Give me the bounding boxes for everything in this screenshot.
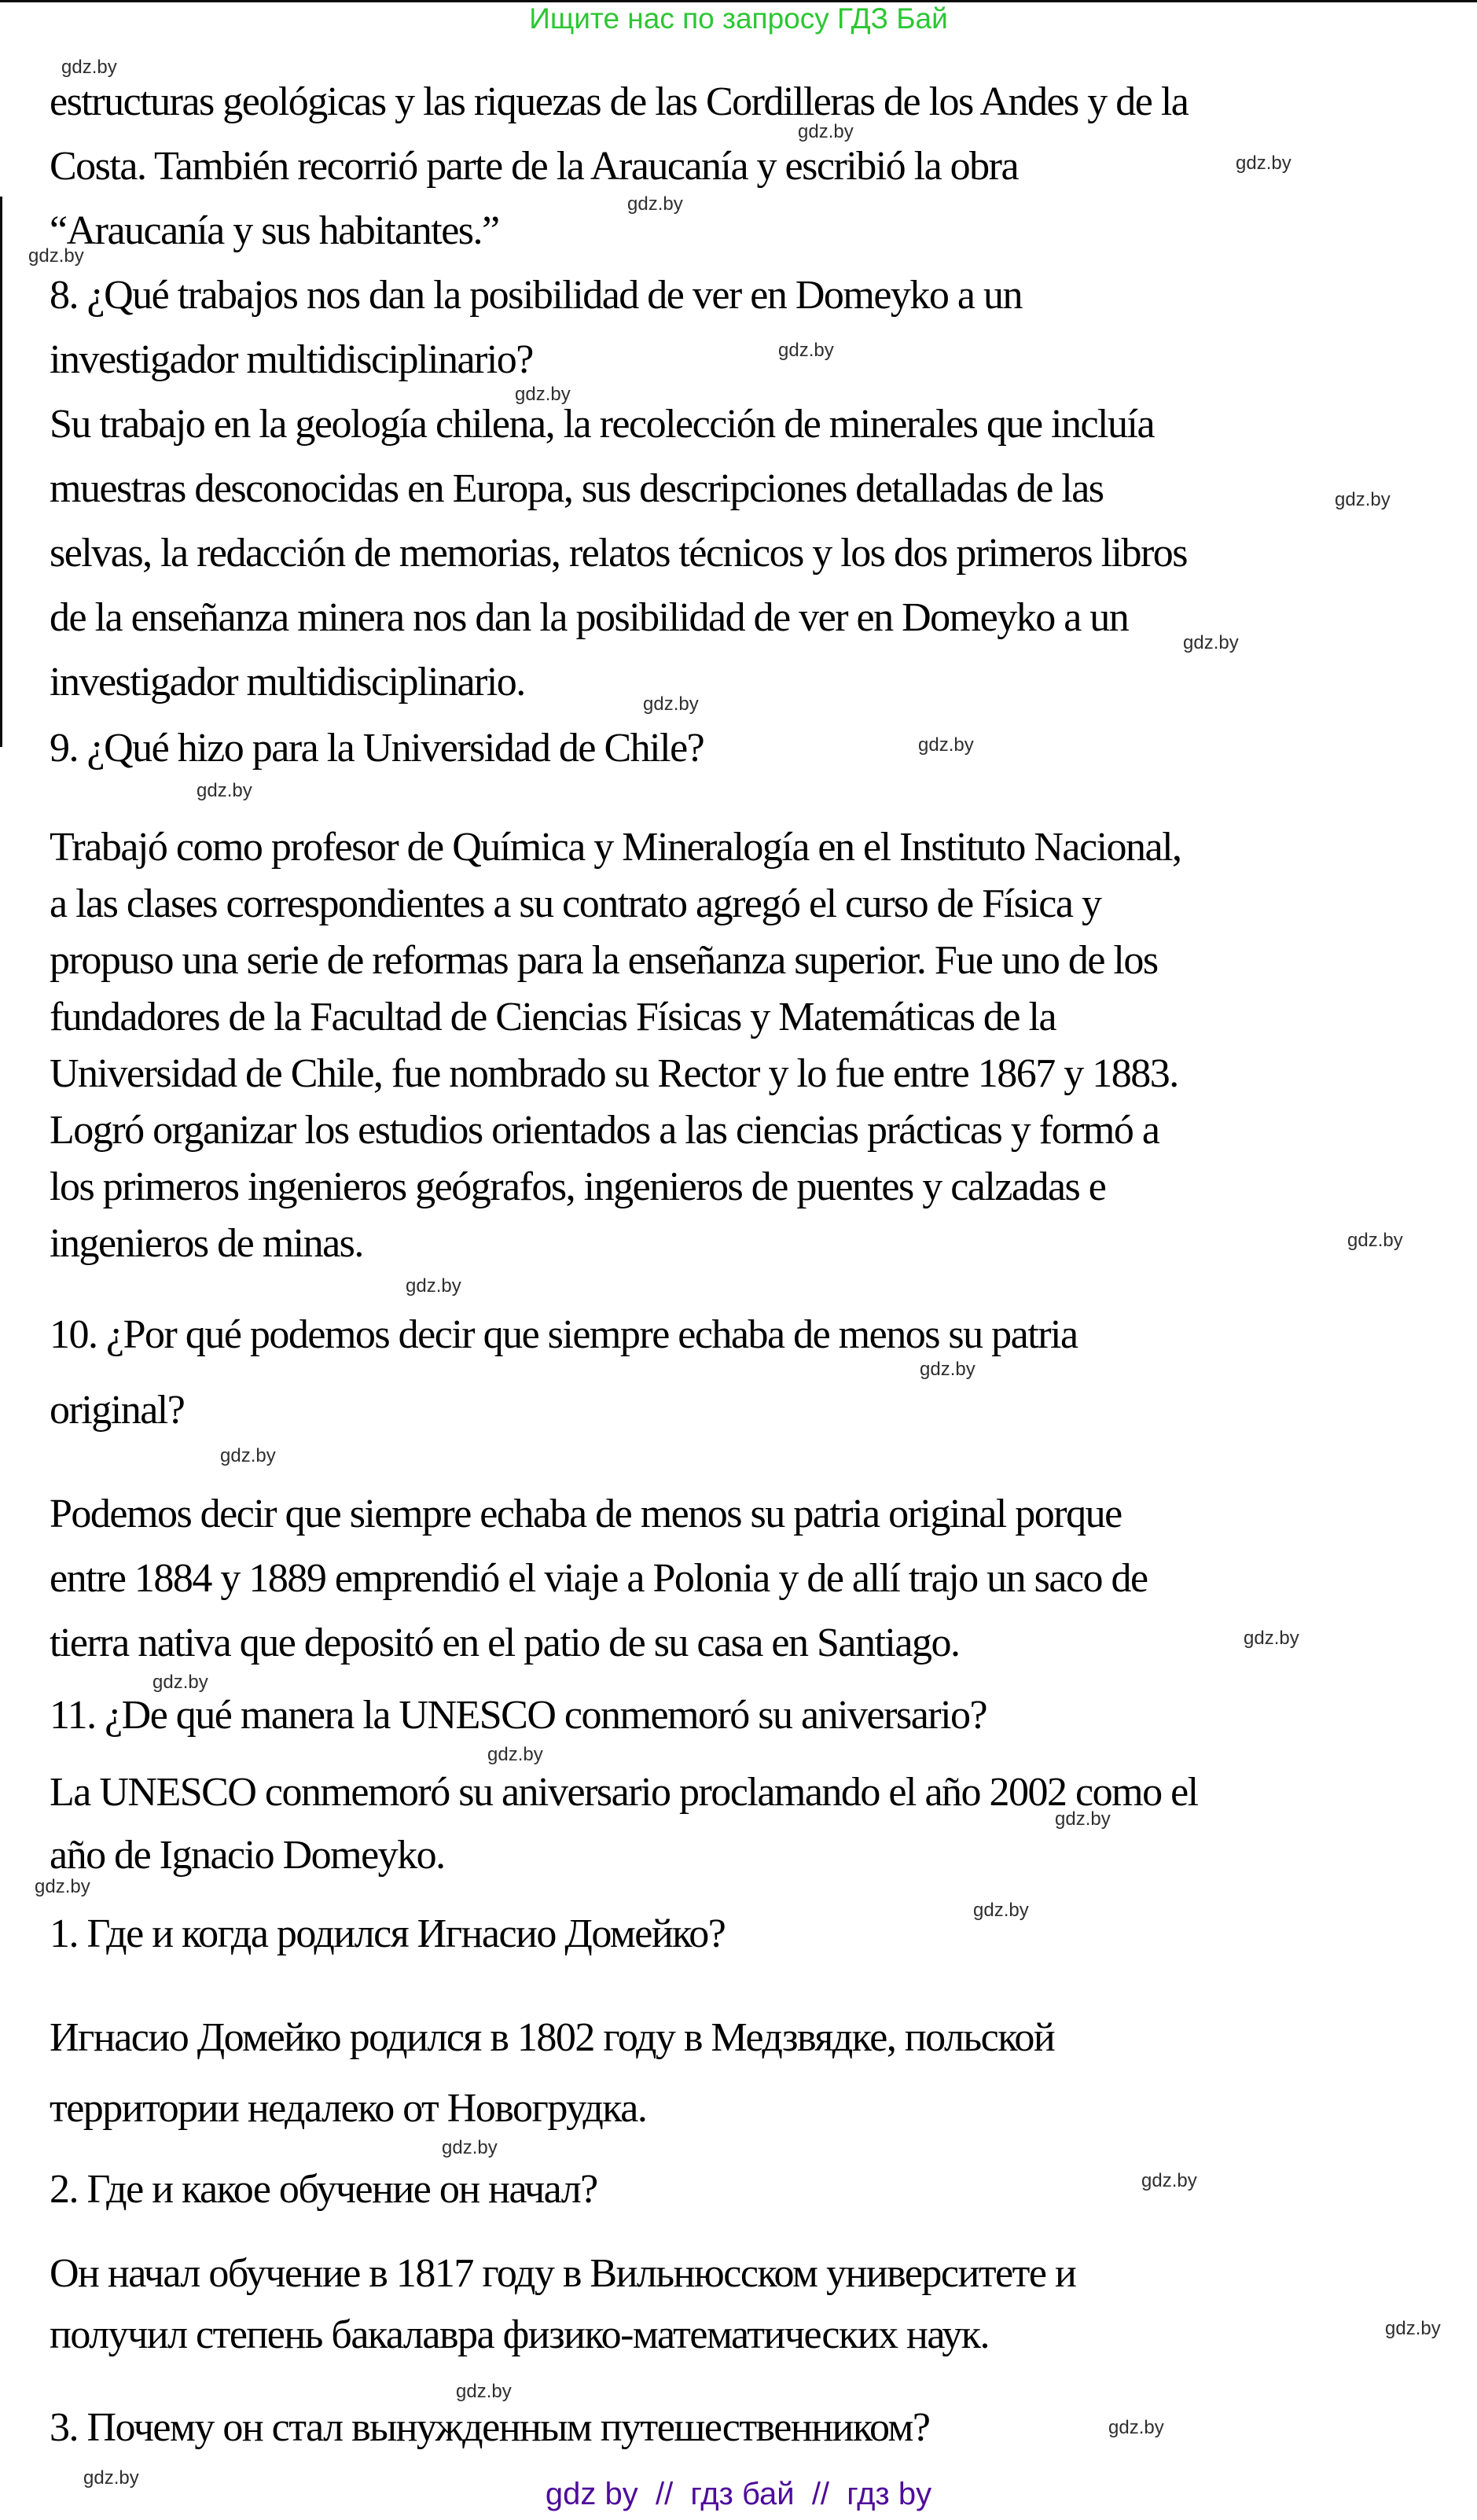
watermark: gdz.by — [643, 693, 699, 715]
answer-line: Он начал обучение в 1817 году в Вильнюсском университете и — [50, 2251, 1076, 2296]
watermark: gdz.by — [1108, 2417, 1164, 2438]
watermark: gdz.by — [920, 1359, 975, 1380]
answer-line: La UNESCO conmemoró su aniversario proclamando el año 2002 como el — [50, 1770, 1198, 1815]
watermark: gdz.by — [1236, 153, 1291, 174]
answer-line: Podemos decir que siempre echaba de menos su patria original porque — [50, 1492, 1122, 1536]
watermark: gdz.by — [487, 1744, 543, 1765]
answer-line: fundadores de la Facultad de Ciencias Físicas y Matemáticas de la — [50, 995, 1056, 1039]
watermark: gdz.by — [515, 384, 571, 405]
answer-line: Trabajó como profesor de Química y Mineralogía en el Instituto Nacional, — [50, 825, 1181, 870]
watermark: gdz.by — [1141, 2170, 1197, 2191]
watermark: gdz.by — [1244, 1628, 1299, 1649]
intro-line: Costa. También recorrió parte de la Araucanía y escribió la obra — [50, 144, 1019, 189]
answer-line: muestras desconocidas en Europa, sus descripciones detalladas de las — [50, 466, 1104, 511]
question-line: 2. Где и какое обучение он начал? — [50, 2167, 597, 2212]
watermark: gdz.by — [83, 2467, 139, 2489]
question-line: original? — [50, 1388, 185, 1433]
answer-line: investigador multidisciplinario. — [50, 660, 525, 704]
watermark: gdz.by — [1385, 2318, 1441, 2339]
answer-line: ingenieros de minas. — [50, 1221, 363, 1266]
watermark: gdz.by — [442, 2137, 498, 2158]
watermark: gdz.by — [798, 121, 854, 142]
intro-line: estructuras geológicas y las riquezas de las Cordilleras de los Andes y de la — [50, 79, 1189, 124]
watermark: gdz.by — [973, 1900, 1029, 1921]
answer-line: los primeros ingenieros geógrafos, ingenieros de puentes y calzadas e — [50, 1164, 1106, 1209]
header-slogan: Ищите нас по запросу ГДЗ Бай — [529, 2, 948, 35]
question-line: 8. ¿Qué trabajos nos dan la posibilidad de ver en Domeyko a un — [50, 273, 1022, 318]
answer-line: tierra nativa que depositó en el patio de su casa en Santiago. — [50, 1621, 960, 1665]
watermark: gdz.by — [406, 1275, 461, 1297]
watermark: gdz.by — [197, 780, 252, 801]
answer-line: Su trabajo en la geología chilena, la recolección de minerales que incluía — [50, 402, 1155, 447]
answer-line: a las clases correspondientes a su contrato agregó el curso de Física y — [50, 881, 1101, 926]
scan-edge-left — [0, 197, 2, 747]
watermark: gdz.by — [61, 57, 117, 78]
answer-line: año de Ignacio Domeyko. — [50, 1833, 445, 1878]
watermark: gdz.by — [778, 340, 834, 361]
watermark: gdz.by — [1347, 1230, 1403, 1251]
watermark: gdz.by — [1055, 1808, 1111, 1830]
question-line: 3. Почему он стал вынужденным путешественником? — [50, 2405, 930, 2450]
watermark: gdz.by — [627, 193, 683, 215]
watermark: gdz.by — [28, 245, 84, 267]
watermark: gdz.by — [1183, 632, 1239, 653]
answer-line: Logró organizar los estudios orientados a las ciencias prácticas y formó a — [50, 1108, 1159, 1153]
answer-line: получил степень бакалавра физико-математических наук. — [50, 2312, 990, 2357]
answer-line: propuso una serie de reformas para la enseñanza superior. Fue uno de los — [50, 938, 1158, 983]
intro-line: “Araucanía y sus habitantes.” — [50, 208, 499, 253]
watermark: gdz.by — [220, 1445, 276, 1466]
answer-line: entre 1884 y 1889 emprendió el viaje a Polonia y de allí trajo un saco de — [50, 1556, 1148, 1601]
question-line: 10. ¿Por qué podemos decir que siempre echaba de menos su patria — [50, 1312, 1078, 1357]
watermark: gdz.by — [1335, 489, 1391, 510]
watermark: gdz.by — [918, 734, 974, 756]
question-line: 9. ¿Qué hizo para la Universidad de Chile? — [50, 726, 704, 771]
question-line: 1. Где и когда родился Игнасио Домейко? — [50, 1911, 726, 1956]
question-line: 11. ¿De qué manera la UNESCO conmemoró su aniversario? — [50, 1693, 987, 1738]
answer-line: de la enseñanza minera nos dan la posibilidad de ver en Domeyko a un — [50, 595, 1129, 640]
answer-line: selvas, la redacción de memorias, relatos técnicos y los dos primeros libros — [50, 531, 1188, 576]
watermark: gdz.by — [456, 2381, 512, 2402]
watermark: gdz.by — [152, 1672, 208, 1693]
watermark: gdz.by — [35, 1876, 90, 1897]
answer-line: Игнасио Домейко родился в 1802 году в Медзвядке, польской — [50, 2015, 1055, 2060]
answer-line: Universidad de Chile, fue nombrado su Rector y lo fue entre 1867 y 1883. — [50, 1051, 1178, 1096]
footer-tagline: gdz by // гдз бай // гдз by — [545, 2477, 932, 2511]
question-line: investigador multidisciplinario? — [50, 337, 533, 382]
answer-line: территории недалеко от Новогрудка. — [50, 2086, 647, 2131]
